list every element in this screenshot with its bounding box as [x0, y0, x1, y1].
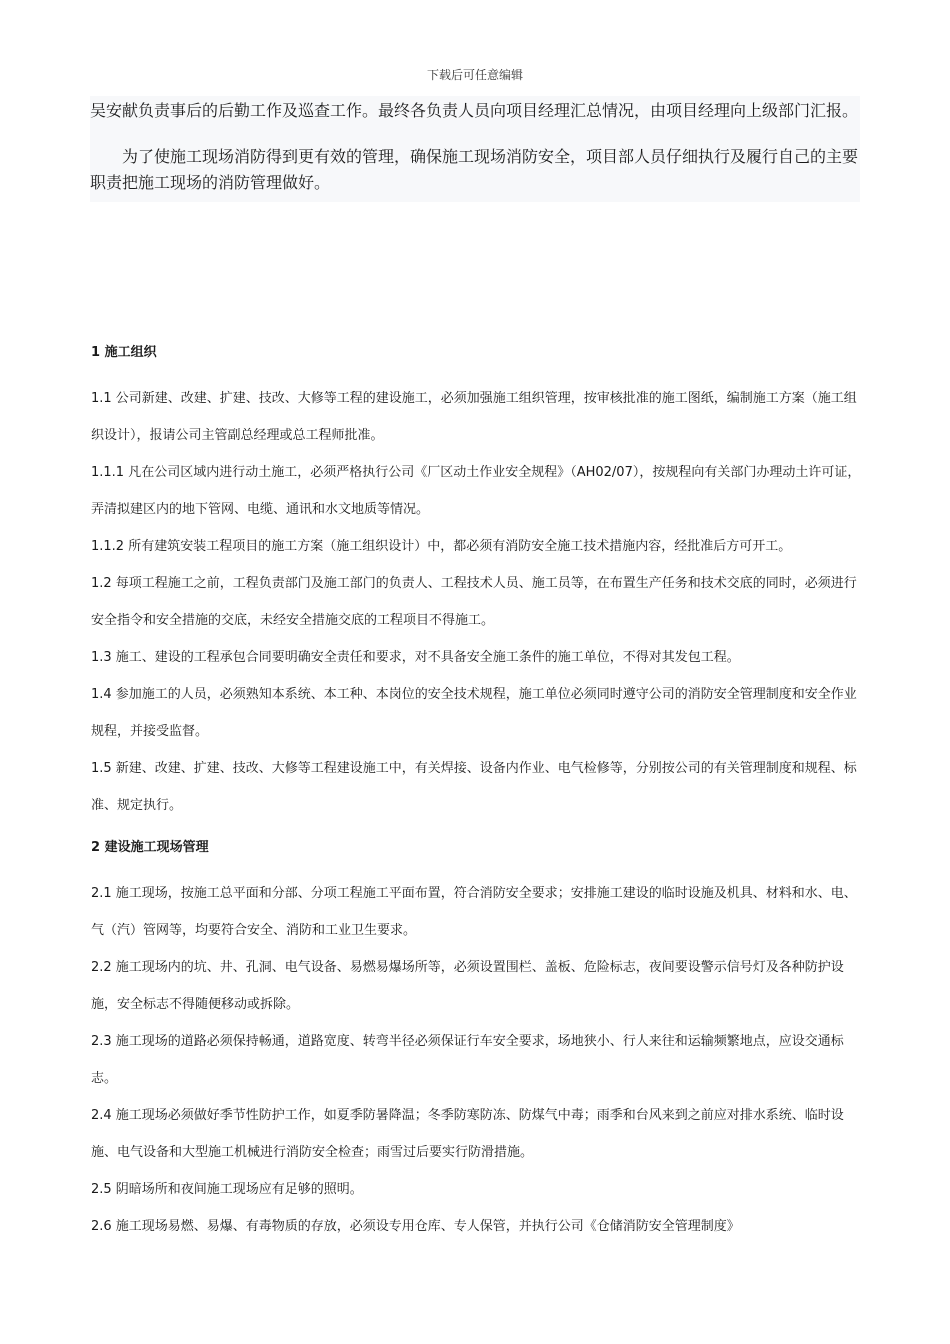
- clause-1-1-2: 1.1.2 所有建筑安装工程项目的施工方案（施工组织设计）中，都必须有消防安全施工技术措施内容，经批准后方可开工。: [91, 539, 792, 554]
- clause-1-1: 1.1 公司新建、改建、扩建、技改、大修等工程的建设施工，必须加强施工组织管理，按审核批准的施工图纸，编制施工方案（施工组织设计），报请公司主管副总经理或总工程师批准。: [91, 391, 857, 443]
- intro-paragraph-2: 为了使施工现场消防得到更有效的管理，确保施工现场消防安全，项目部人员仔细执行及履行自己的主要职责把施工现场的消防管理做好。: [90, 147, 859, 192]
- clause-2-4: 2.4 施工现场必须做好季节性防护工作，如夏季防暑降温；冬季防寒防冻、防煤气中毒；雨季和台风来到之前应对排水系统、临时设施、电气设备和大型施工机械进行消防安全检查；雨雪过后要实行防滑措施。: [91, 1108, 844, 1160]
- clause-1-5: 1.5 新建、改建、扩建、技改、大修等工程建设施工中，有关焊接、设备内作业、电气检修等，分别按公司的有关管理制度和规程、标准、规定执行。: [91, 761, 857, 813]
- clause-2-2: 2.2 施工现场内的坑、井、孔洞、电气设备、易燃易爆场所等，必须设置围栏、盖板、危险标志，夜间要设警示信号灯及各种防护设施，安全标志不得随便移动或拆除。: [91, 960, 844, 1012]
- clause-1-2: 1.2 每项工程施工之前，工程负责部门及施工部门的负责人、工程技术人员、施工员等，在布置生产任务和技术交底的同时，必须进行安全指令和安全措施的交底，未经安全措施交底的工程项目不得施工。: [91, 576, 857, 628]
- section-heading: 1 施工组织: [91, 345, 157, 360]
- clause-2-3: 2.3 施工现场的道路必须保持畅通，道路宽度、转弯半径必须保证行车安全要求，场地狭小、行人来往和运输频繁地点，应设交通标志。: [91, 1034, 844, 1086]
- section-2: [91, 838, 861, 1245]
- document-body: [91, 343, 861, 1245]
- intro-block: [90, 96, 860, 202]
- clause-1-1-1: 1.1.1 凡在公司区域内进行动土施工，必须严格执行公司《厂区动土作业安全规程》（AH02/07），按规程向有关部门办理动土许可证，弄清拟建区内的地下管网、电缆、通讯和水文地质等情况。: [91, 465, 861, 517]
- clause-1-4: 1.4 参加施工的人员，必须熟知本系统、本工种、本岗位的安全技术规程，施工单位必须同时遵守公司的消防安全管理制度和安全作业规程，并接受监督。: [91, 687, 857, 739]
- intro-paragraph-1: 吴安献负责事后的后勤工作及巡查工作。最终各负责人员向项目经理汇总情况，由项目经理向上级部门汇报。: [90, 101, 859, 120]
- clause-2-1: 2.1 施工现场，按施工总平面和分部、分项工程施工平面布置，符合消防安全要求；安排施工建设的临时设施及机具、材料和水、电、气（汽）管网等，均要符合安全、消防和工业卫生要求。: [91, 886, 857, 938]
- section-1: [91, 343, 861, 824]
- page-header: 下载后可任意编辑: [426, 68, 523, 82]
- clause-2-5: 2.5 阴暗场所和夜间施工现场应有足够的照明。: [91, 1182, 363, 1197]
- clause-2-6: 2.6 施工现场易燃、易爆、有毒物质的存放，必须设专用仓库、专人保管，并执行公司《仓储消防安全管理制度》: [91, 1219, 740, 1234]
- clause-1-3: 1.3 施工、建设的工程承包合同要明确安全责任和要求，对不具备安全施工条件的施工单位，不得对其发包工程。: [91, 650, 740, 665]
- section-heading: 2 建设施工现场管理: [91, 840, 209, 855]
